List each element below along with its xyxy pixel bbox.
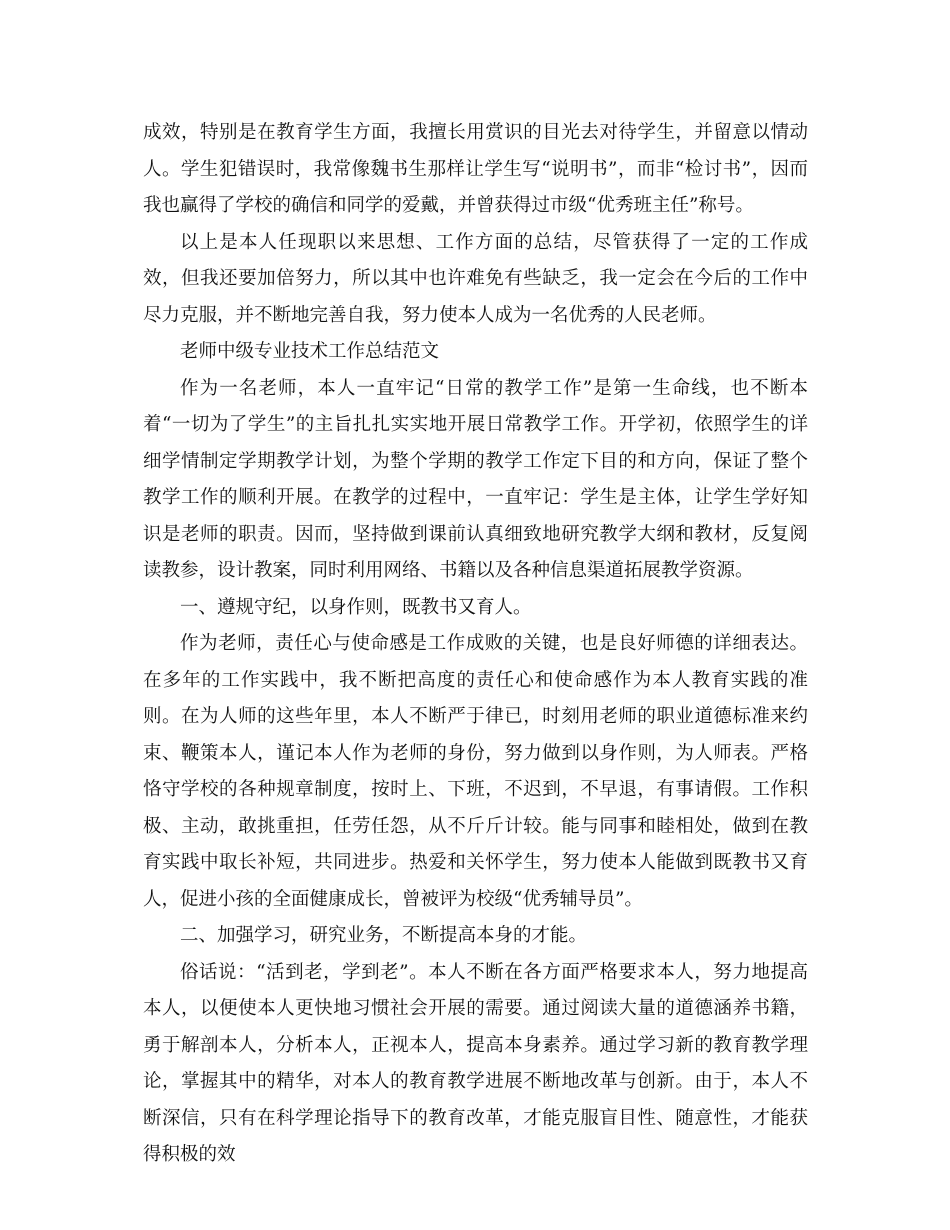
paragraph: 成效，特别是在教育学生方面，我擅长用赏识的目光去对待学生，并留意以情动人。学生犯错误时，我常像魏书生那样让学生写“说明书”，而非“检讨书”，因而我也赢得了学校的确信和同学的爱戴，并曾获得过市级“优秀班主任”称号。 [143, 122, 808, 216]
document-page [143, 115, 808, 1174]
section-heading: 一、遵规守纪，以身作则，既教书又育人。 [180, 596, 532, 618]
paragraph: 俗话说：“活到老，学到老”。本人不断在各方面严格要求本人，努力地提高本人，以便使本人更快地习惯社会开展的需要。通过阅读大量的道德涵养书籍，勇于解剖本人，分析本人，正视本人，提高本身素养。通过学习新的教育教学理论，掌握其中的精华，对本人的教育教学进展不断地改革与创新。由于，本人不断深信，只有在科学理论指导下的教育改革，才能克服盲目性、随意性，才能获得积极的效 [143, 961, 808, 1165]
paragraph: 作为一名老师，本人一直牢记“日常的教学工作”是第一生命线，也不断本着“一切为了学生”的主旨扎扎实实地开展日常教学工作。开学初，依照学生的详细学情制定学期教学计划，为整个学期的教学工作定下目的和方向，保证了整个教学工作的顺利开展。在教学的过程中，一直牢记：学生是主体，让学生学好知识是老师的职责。因而，坚持做到课前认真细致地研究教学大纲和教材，反复阅读教参，设计教案，同时利用网络、书籍以及各种信息渠道拓展教学资源。 [143, 377, 808, 581]
section-title: 老师中级专业技术工作总结范文 [180, 341, 440, 362]
section-heading: 二、加强学习，研究业务，不断提高本身的才能。 [180, 925, 588, 946]
paragraph: 以上是本人任现职以来思想、工作方面的总结，尽管获得了一定的工作成效，但我还要加倍努力，所以其中也许难免有些缺乏，我一定会在今后的工作中尽力克服，并不断地完善自我，努力使本人成为一名优秀的人民老师。 [143, 231, 808, 326]
paragraph: 作为老师，责任心与使命感是工作成败的关键，也是良好师德的详细表达。在多年的工作实践中，我不断把高度的责任心和使命感作为本人教育实践的准则。在为人师的这些年里，本人不断严于律已，时刻用老师的职业道德标准来约束、鞭策本人，谨记本人作为老师的身份，努力做到以身作则，为人师表。严格恪守学校的各种规章制度，按时上、下班，不迟到，不早退，有事请假。工作积极、主动，敢挑重担，任劳任怨，从不斤斤计较。能与同事和睦相处，做到在教育实践中取长补短，共同进步。热爱和关怀学生，努力使本人能做到既教书又育人，促进小孩的全面健康成长，曾被评为校级“优秀辅导员”。 [143, 633, 808, 910]
